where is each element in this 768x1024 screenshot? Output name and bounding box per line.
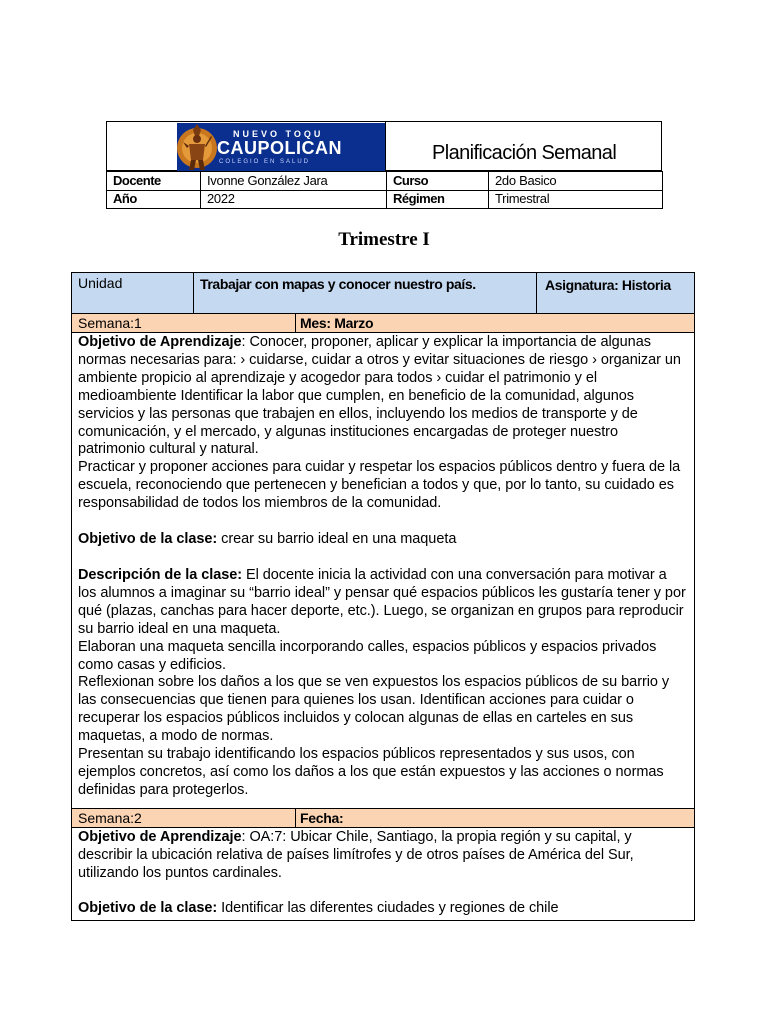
- docente-value: Ivonne González Jara: [201, 172, 387, 191]
- objetivo-clase-label: Objetivo de la clase:: [78, 531, 218, 548]
- mes-label: Mes: Marzo: [300, 315, 374, 331]
- info-row: [107, 190, 663, 209]
- unit-row: [72, 273, 694, 314]
- logo-top-text: NUEVO TOQU: [233, 129, 324, 139]
- objetivo-clase-1: [78, 531, 688, 549]
- info-row: [107, 172, 663, 191]
- descripcion-clase: [78, 567, 688, 639]
- fecha-label: Fecha:: [300, 809, 344, 826]
- objetivo-aprendizaje-1b: Practicar y proponer acciones para cuidar y respetar los espacios públicos dentro y fuera de la escuela, reconociendo que pertenecen y benefician a todos y que, por lo tanto, su cuidado es responsabilidad de todos los miembros de la comunidad.: [78, 459, 681, 512]
- anio-value: 2022: [201, 190, 387, 209]
- objetivo-clase-text: crear su barrio ideal en una maqueta: [217, 531, 457, 548]
- title-cell: [385, 121, 662, 171]
- objetivo-aprendizaje-1: [78, 334, 688, 459]
- objetivo-aprendizaje-text: : OA:7: Ubicar Chile, Santiago, la propia región y su capital, y describir la ubicación relativa de países limítrofes y de otros países de América del Sur, utilizando los puntos cardinales.: [78, 828, 634, 881]
- unidad-value: Trabajar con mapas y conocer nuestro país.: [194, 273, 537, 313]
- objetivo-aprendizaje-label: Objetivo de Aprendizaje: [78, 828, 242, 845]
- logo-cell: [106, 121, 385, 171]
- week-1-content: [72, 333, 694, 809]
- trimestre-heading: Trimestre I: [338, 229, 430, 250]
- objetivo-clase-2: [78, 900, 688, 918]
- week-2-header: [72, 809, 694, 828]
- plan-table: [71, 272, 695, 921]
- descripcion-label: Descripción de la clase:: [78, 566, 243, 583]
- regimen-value: Trimestral: [489, 190, 663, 209]
- curso-label: Curso: [387, 172, 489, 191]
- warrior-emblem-icon: [175, 122, 219, 172]
- objetivo-aprendizaje-2: [78, 829, 688, 883]
- regimen-label: Régimen: [387, 190, 489, 209]
- descripcion-paragraph: Presentan su trabajo identificando los espacios públicos representados y sus usos, con ejemplos concretos, así como los daños a los que están expuestos y las acciones o normas definidas para protegerlos.: [78, 746, 664, 798]
- descripcion-paragraph: Elaboran una maqueta sencilla incorporando calles, espacios públicos y espacios privados como casas y edificios.: [78, 638, 657, 673]
- logo-tagline: COLEGIO EN SALUD: [219, 159, 311, 165]
- objetivo-aprendizaje-label: Objetivo de Aprendizaje: [78, 334, 242, 350]
- week-2-content: [72, 828, 694, 921]
- semana-1-label: Semana:1: [72, 314, 296, 332]
- header-table: [106, 121, 662, 209]
- asignatura-label: Asignatura: Historia: [545, 277, 671, 293]
- descripcion-text: El docente inicia la actividad con una conversación para motivar a los alumnos a imaginar su “barrio ideal” y pensar qué espacios públicos les gustaría tener y por qué (plazas, canchas para hacer deporte, etc.). Luego, se organizan en grupos para reproducir su barrio ideal en una maqueta.: [78, 566, 686, 637]
- objetivo-aprendizaje-text: : Conocer, proponer, aplicar y explicar la importancia de algunas normas necesarias para: › cuidarse, cuidar a otros y evitar situaciones de riesgo › organizar un ambiente propicio al aprendizaje y acogedor para todos › cuidar el patrimonio y el medioambiente Identificar la labor que cumplen, en beneficio de la comunidad, algunos servicios y las personas que trabajen en ellos, incluyendo los medios de transporte y de comunicación, y el mercado, y algunas instituciones encargadas de proteger nuestro patrimonio cultural y natural.: [78, 334, 681, 458]
- docente-label: Docente: [107, 172, 201, 191]
- info-table: [106, 171, 663, 209]
- objetivo-clase-text: Identificar las diferentes ciudades y regiones de chile: [217, 900, 559, 917]
- objetivo-clase-label: Objetivo de la clase:: [78, 900, 218, 917]
- week-1-header: [72, 314, 694, 333]
- logo-brand-text: CAUPOLICAN: [217, 138, 342, 158]
- semana-2-label: Semana:2: [72, 809, 296, 827]
- curso-value: 2do Basico: [489, 172, 663, 191]
- unidad-label: Unidad: [72, 273, 194, 313]
- descripcion-paragraph: Reflexionan sobre los daños a los que se ven expuestos los espacios públicos de su barrio y las consecuencias que tienen para quienes los usan. Identifican acciones para cuidar o recuperar los espacios públicos incluidos y colocan algunas de ellas en carteles en sus maquetas, a modo de normas.: [78, 674, 670, 745]
- anio-label: Año: [107, 190, 201, 209]
- page-title: Planificación Semanal: [432, 142, 617, 164]
